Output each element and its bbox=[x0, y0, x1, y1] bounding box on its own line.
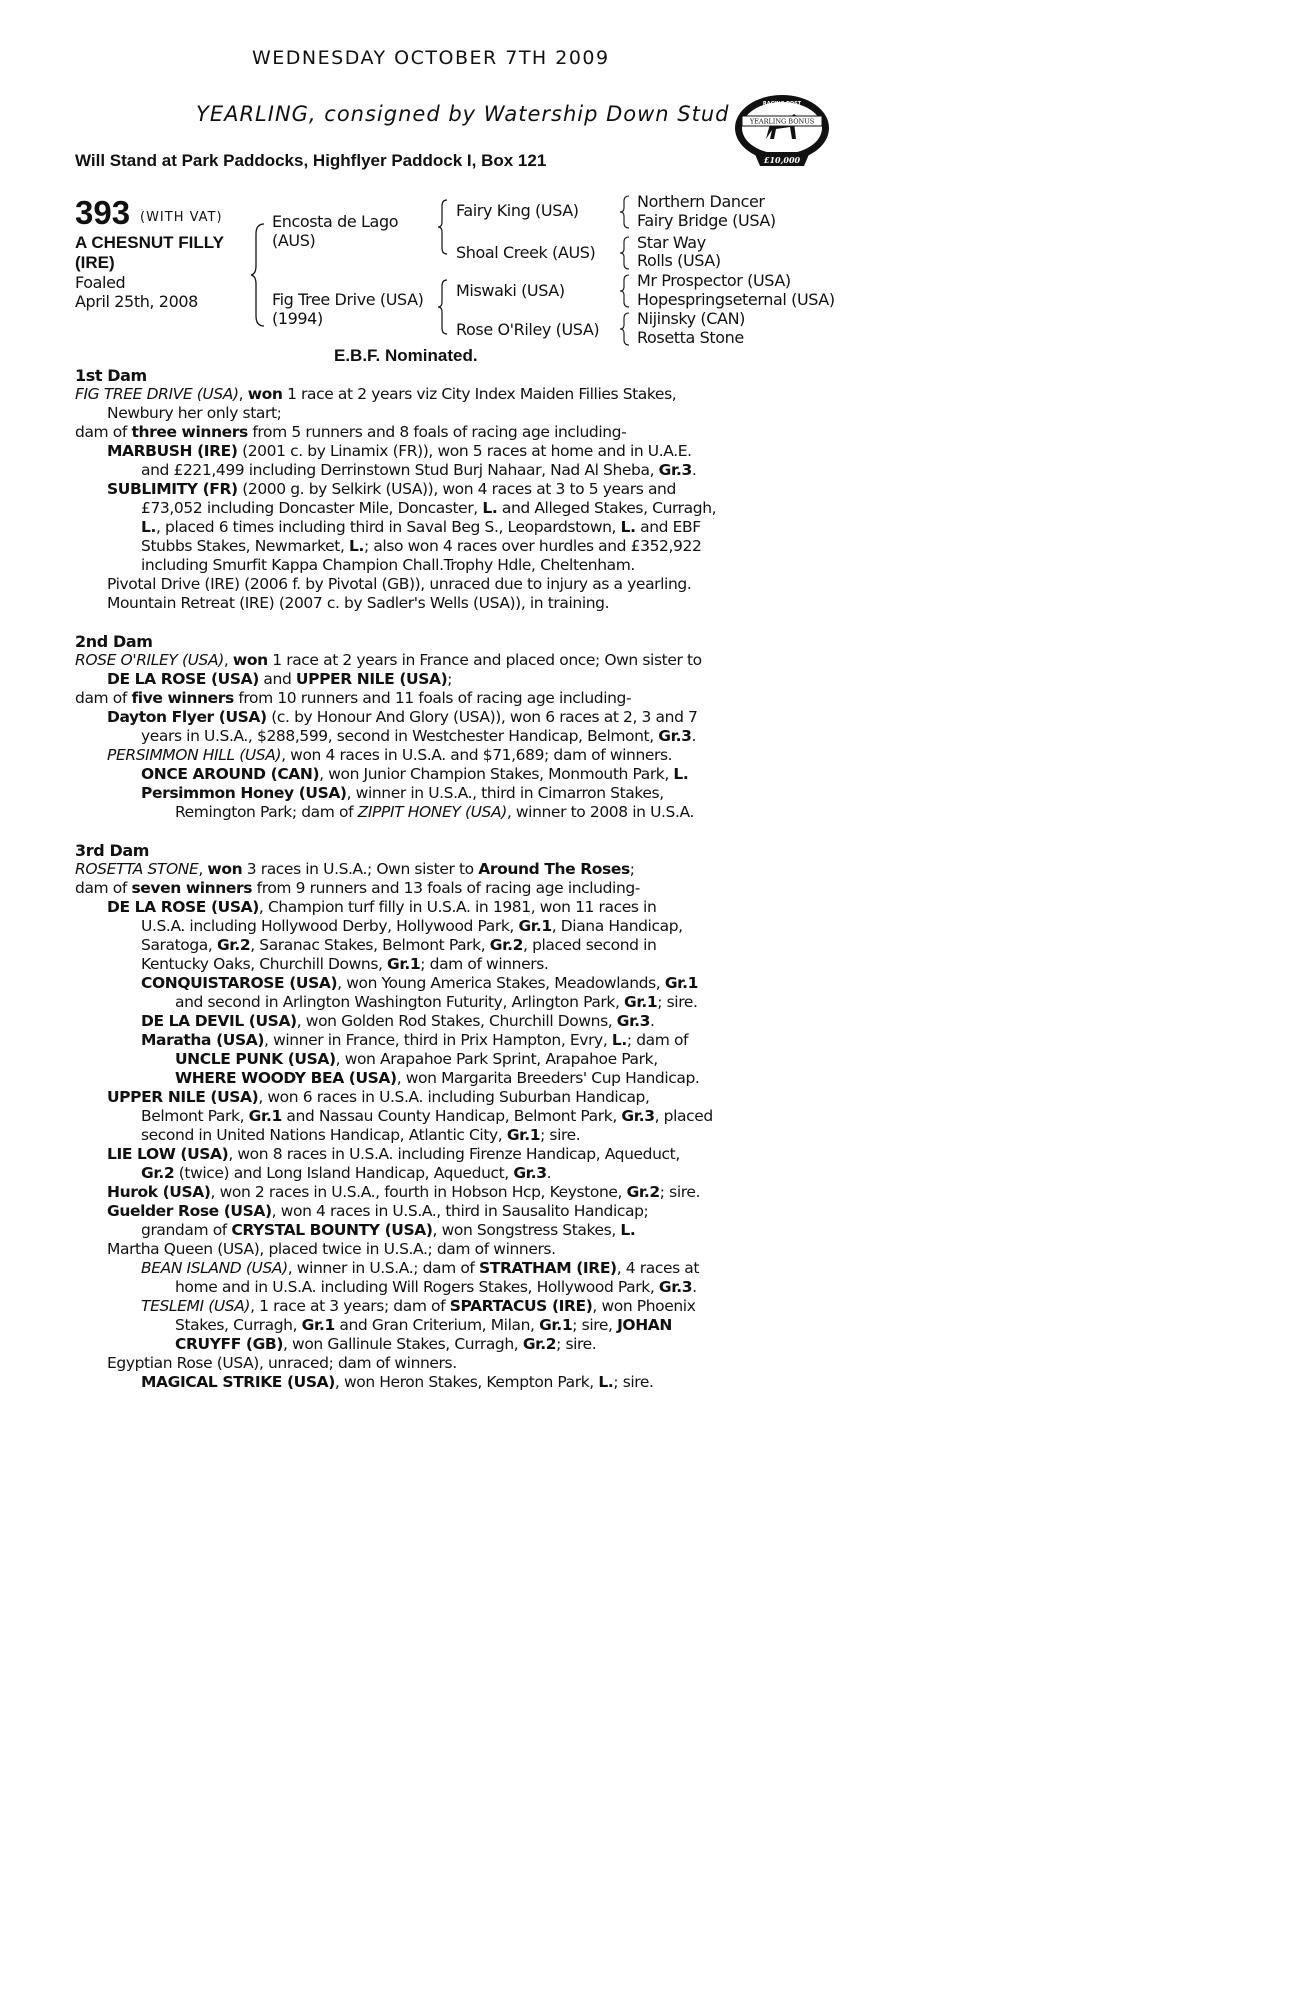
lot-description-line-2: (IRE) bbox=[75, 253, 115, 272]
dd-sire: Nijinsky (CAN) bbox=[637, 309, 746, 328]
sd-dam: Rolls (USA) bbox=[637, 251, 721, 270]
blank-line bbox=[75, 613, 755, 632]
catalogue-line: BEAN ISLAND (USA), winner in U.S.A.; dam of STRATHAM (IRE), 4 races at bbox=[141, 1259, 700, 1277]
catalogue-line: including Smurfit Kappa Champion Chall.Trophy Hdle, Cheltenham. bbox=[141, 556, 635, 574]
catalogue-line: ROSETTA STONE, won 3 races in U.S.A.; Own sister to Around The Roses; bbox=[75, 860, 635, 878]
pedigree-brace-main bbox=[250, 222, 266, 328]
catalogue-line: WHERE WOODY BEA (USA), won Margarita Breeders' Cup Handicap. bbox=[175, 1069, 700, 1087]
ss-dam: Fairy Bridge (USA) bbox=[637, 211, 776, 230]
catalogue-line: FIG TREE DRIVE (USA), won 1 race at 2 years viz City Index Maiden Fillies Stakes, bbox=[75, 385, 677, 403]
lot-description-line-1: A CHESNUT FILLY bbox=[75, 233, 224, 252]
consignment-line: YEARLING, consigned by Watership Down Stud bbox=[196, 102, 730, 126]
catalogue-line: Kentucky Oaks, Churchill Downs, Gr.1; dam of winners. bbox=[141, 955, 549, 973]
pedigree-brace-sd bbox=[619, 235, 631, 271]
catalogue-line: SUBLIMITY (FR) (2000 g. by Selkirk (USA)), won 4 races at 3 to 5 years and bbox=[107, 480, 676, 498]
foaled-label: Foaled bbox=[75, 273, 126, 292]
catalogue-line: UPPER NILE (USA), won 6 races in U.S.A. including Suburban Handicap, bbox=[107, 1088, 650, 1106]
catalogue-line: 1st Dam bbox=[75, 366, 147, 385]
catalogue-line: TESLEMI (USA), 1 race at 3 years; dam of SPARTACUS (IRE), won Phoenix bbox=[141, 1297, 696, 1315]
catalogue-line: 2nd Dam bbox=[75, 632, 153, 651]
catalogue-line: U.S.A. including Hollywood Derby, Hollywood Park, Gr.1, Diana Handicap, bbox=[141, 917, 683, 935]
catalogue-line: Hurok (USA), won 2 races in U.S.A., fourth in Hobson Hcp, Keystone, Gr.2; sire. bbox=[107, 1183, 701, 1201]
catalogue-line: 3rd Dam bbox=[75, 841, 149, 860]
catalogue-line: DE LA DEVIL (USA), won Golden Rod Stakes, Churchill Downs, Gr.3. bbox=[141, 1012, 655, 1030]
catalogue-line: Martha Queen (USA), placed twice in U.S.A.; dam of winners. bbox=[107, 1240, 556, 1258]
dam-name: Fig Tree Drive (USA) bbox=[272, 290, 424, 309]
dam-year: (1994) bbox=[272, 309, 323, 328]
dam-dam: Rose O'Riley (USA) bbox=[456, 320, 600, 339]
catalogue-line: and £221,499 including Derrinstown Stud Burj Nahaar, Nad Al Sheba, Gr.3. bbox=[141, 461, 697, 479]
catalogue-line: MARBUSH (IRE) (2001 c. by Linamix (FR)), won 5 races at home and in U.A.E. bbox=[107, 442, 692, 460]
catalogue-line: Persimmon Honey (USA), winner in U.S.A., third in Cimarron Stakes, bbox=[141, 784, 664, 802]
lot-description bbox=[75, 233, 224, 273]
catalogue-line: Mountain Retreat (IRE) (2007 c. by Sadler's Wells (USA)), in training. bbox=[107, 594, 610, 612]
catalogue-line: home and in U.S.A. including Will Rogers Stakes, Hollywood Park, Gr.3. bbox=[175, 1278, 697, 1296]
catalogue-line: L., placed 6 times including third in Saval Beg S., Leopardstown, L. and EBF bbox=[141, 518, 701, 536]
vat-label: (WITH VAT) bbox=[140, 210, 223, 225]
ss-sire: Northern Dancer bbox=[637, 192, 765, 211]
sire-dam: Shoal Creek (AUS) bbox=[456, 243, 596, 262]
catalogue-line: LIE LOW (USA), won 8 races in U.S.A. including Firenze Handicap, Aqueduct, bbox=[107, 1145, 680, 1163]
catalogue-line: Newbury her only start; bbox=[107, 404, 282, 422]
catalogue-line: UNCLE PUNK (USA), won Arapahoe Park Sprint, Arapahoe Park, bbox=[175, 1050, 658, 1068]
catalogue-line: dam of three winners from 5 runners and 8 foals of racing age including- bbox=[75, 423, 627, 441]
foaled-info bbox=[75, 273, 198, 311]
catalogue-line: DE LA ROSE (USA) and UPPER NILE (USA); bbox=[107, 670, 453, 688]
catalogue-line: dam of seven winners from 9 runners and 13 foals of racing age including- bbox=[75, 879, 641, 897]
pedigree-brace-ss bbox=[619, 194, 631, 230]
catalogue-line: ROSE O'RILEY (USA), won 1 race at 2 years in France and placed once; Own sister to bbox=[75, 651, 702, 669]
foaled-date: April 25th, 2008 bbox=[75, 292, 198, 311]
catalogue-line: DE LA ROSE (USA), Champion turf filly in U.S.A. in 1981, won 11 races in bbox=[107, 898, 657, 916]
dam-sire: Miswaki (USA) bbox=[456, 281, 565, 300]
catalogue-line: MAGICAL STRIKE (USA), won Heron Stakes, Kempton Park, L.; sire. bbox=[141, 1373, 654, 1391]
catalogue-line: Stakes, Curragh, Gr.1 and Gran Criterium, Milan, Gr.1; sire, JOHAN bbox=[175, 1316, 672, 1334]
catalogue-line: dam of five winners from 10 runners and 11 foals of racing age including- bbox=[75, 689, 632, 707]
catalogue-line: Pivotal Drive (IRE) (2006 f. by Pivotal (GB)), unraced due to injury as a yearling. bbox=[107, 575, 692, 593]
svg-text:RACING POST: RACING POST bbox=[762, 101, 802, 107]
ebf-nomination: E.B.F. Nominated. bbox=[334, 346, 478, 365]
pedigree-brace-sire bbox=[437, 198, 449, 256]
catalogue-body bbox=[75, 366, 755, 1392]
catalogue-line: ONCE AROUND (CAN), won Junior Champion Stakes, Monmouth Park, L. bbox=[141, 765, 689, 783]
svg-text:£10,000: £10,000 bbox=[763, 155, 801, 165]
catalogue-line: and second in Arlington Washington Futurity, Arlington Park, Gr.1; sire. bbox=[175, 993, 698, 1011]
catalogue-line: Guelder Rose (USA), won 4 races in U.S.A., third in Sausalito Handicap; bbox=[107, 1202, 649, 1220]
sire-sire: Fairy King (USA) bbox=[456, 201, 579, 220]
dd-dam: Rosetta Stone bbox=[637, 328, 744, 347]
catalogue-line: Egyptian Rose (USA), unraced; dam of winners. bbox=[107, 1354, 457, 1372]
catalogue-line: grandam of CRYSTAL BOUNTY (USA), won Songstress Stakes, L. bbox=[141, 1221, 636, 1239]
catalogue-line: Belmont Park, Gr.1 and Nassau County Handicap, Belmont Park, Gr.3, placed bbox=[141, 1107, 713, 1125]
catalogue-line: £73,052 including Doncaster Mile, Doncaster, L. and Alleged Stakes, Curragh, bbox=[141, 499, 717, 517]
lot-number: 393 bbox=[75, 194, 131, 231]
sire-country: (AUS) bbox=[272, 231, 316, 250]
catalogue-line: CRUYFF (GB), won Gallinule Stakes, Curragh, Gr.2; sire. bbox=[175, 1335, 597, 1353]
blank-line bbox=[75, 822, 755, 841]
ds-sire: Mr Prospector (USA) bbox=[637, 271, 791, 290]
pedigree-brace-dam bbox=[437, 278, 449, 336]
catalogue-line: Remington Park; dam of ZIPPIT HONEY (USA), winner to 2008 in U.S.A. bbox=[175, 803, 694, 821]
yearling-bonus-logo bbox=[732, 92, 832, 168]
sd-sire: Star Way bbox=[637, 233, 706, 252]
catalogue-line: Saratoga, Gr.2, Saranac Stakes, Belmont Park, Gr.2, placed second in bbox=[141, 936, 657, 954]
pedigree-brace-ds bbox=[619, 273, 631, 309]
pedigree-brace-dd bbox=[619, 311, 631, 347]
ds-dam: Hopespringseternal (USA) bbox=[637, 290, 835, 309]
svg-text:YEARLING BONUS: YEARLING BONUS bbox=[749, 117, 815, 126]
catalogue-line: Dayton Flyer (USA) (c. by Honour And Glory (USA)), won 6 races at 2, 3 and 7 bbox=[107, 708, 698, 726]
catalogue-line: CONQUISTAROSE (USA), won Young America Stakes, Meadowlands, Gr.1 bbox=[141, 974, 699, 992]
catalogue-line: Maratha (USA), winner in France, third in Prix Hampton, Evry, L.; dam of bbox=[141, 1031, 689, 1049]
sire-name: Encosta de Lago bbox=[272, 212, 399, 231]
sale-date: WEDNESDAY OCTOBER 7TH 2009 bbox=[252, 47, 610, 69]
catalogue-line: Stubbs Stakes, Newmarket, L.; also won 4 races over hurdles and £352,922 bbox=[141, 537, 702, 555]
catalogue-line: years in U.S.A., $288,599, second in Westchester Handicap, Belmont, Gr.3. bbox=[141, 727, 697, 745]
catalogue-line: Gr.2 (twice) and Long Island Handicap, Aqueduct, Gr.3. bbox=[141, 1164, 552, 1182]
catalogue-line: PERSIMMON HILL (USA), won 4 races in U.S.A. and $71,689; dam of winners. bbox=[107, 746, 673, 764]
stabling-location: Will Stand at Park Paddocks, Highflyer Paddock I, Box 121 bbox=[75, 151, 547, 170]
catalogue-line: second in United Nations Handicap, Atlantic City, Gr.1; sire. bbox=[141, 1126, 581, 1144]
